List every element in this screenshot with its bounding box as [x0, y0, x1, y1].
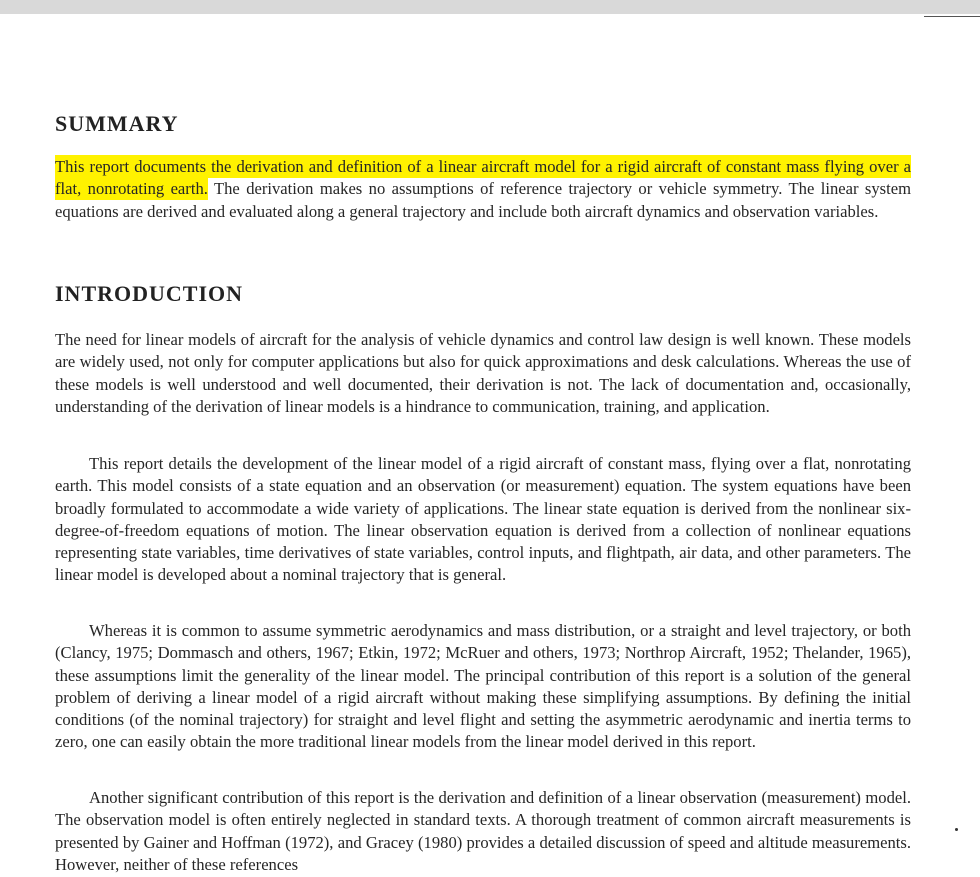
introduction-heading: INTRODUCTION: [55, 281, 244, 306]
intro-paragraph-2: This report details the development of the linear model of a rigid aircraft of constant mass, flying over a flat, nonrotating earth. This model consists of a state equation and an observation (or measurement) equation. The system equations have been broadly formulated to accommodate a wide variety of applications. The linear state equation is derived from the nonlinear six-degree-of-freedom equations of motion. The linear observation equation is derived from a collection of nonlinear equations representing state variables, time derivatives of state variables, control inputs, and flightpath, air data, and other parameters. The linear model is developed about a nominal trajectory that is general.: [55, 454, 911, 585]
intro-paragraph-3: Whereas it is common to assume symmetric aerodynamics and mass distribution, or a straight and level trajectory, or both (Clancy, 1975; Dommasch and others, 1967; Etkin, 1972; McRuer and others, 1973; Northrop Aircraft, 1952; Thelander, 1965), these assumptions limit the generality of the linear model. The principal contribution of this report is a solution of the general problem of deriving a linear model of a rigid aircraft without making these simplifying assumptions. By defining the initial conditions (of the nominal trajectory) for straight and level flight and setting the asymmetric aerodynamic and inertia terms to zero, one can easily obtain the more traditional linear models from the linear model derived in this report.: [55, 621, 911, 752]
summary-heading: SUMMARY: [55, 111, 179, 136]
summary-paragraph: [55, 156, 911, 223]
intro-paragraph-4: Another significant contribution of this report is the derivation and definition of a linear observation (measurement) model. The observation model is often entirely neglected in standard texts. A thorough treatment of common aircraft measurements is presented by Gainer and Hoffman (1972), and Gracey (1980) provides a detailed discussion of speed and altitude measurements. However, neither of these references: [55, 788, 911, 874]
highlighted-text[interactable]: This report documents the derivation and definition of a linear aircraft model for a rigid aircraft of constant mass flying over a flat, nonrotating earth.: [55, 157, 911, 199]
summary-rest-text: The derivation makes no assumptions of reference trajectory or vehicle symmetry. The linear system equations are derived and evaluated along a general trajectory and include both aircraft dynamics and observation variables.: [55, 179, 911, 221]
scan-speck: [955, 828, 958, 831]
page-edge-rule: [924, 16, 980, 17]
intro-paragraph-1: The need for linear models of aircraft for the analysis of vehicle dynamics and control law design is well known. These models are widely used, not only for computer applications but also for quick approximations and desk calculations. Whereas the use of these models is well understood and well documented, their derivation is not. The lack of documentation and, occasionally, understanding of the derivation of linear models is a hindrance to communication, training, and application.: [55, 330, 911, 416]
viewer-top-bar: [0, 0, 980, 14]
